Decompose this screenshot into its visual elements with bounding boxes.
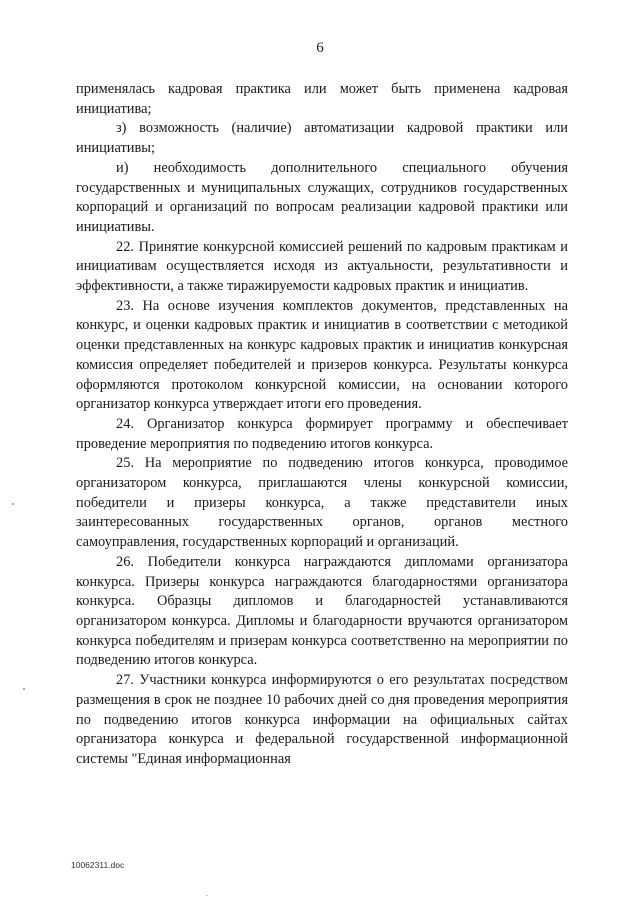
paragraph: применялась кадровая практика или может быть применена кадровая инициатива; [76, 81, 568, 117]
margin-speck [12, 503, 14, 505]
paragraph-clause-z: з) возможность (наличие) автоматизации кадровой практики или инициативы; [76, 120, 568, 157]
footer-filename: 10062311.doc [71, 860, 125, 870]
document-body [76, 80, 568, 770]
paragraph-clause-i: и) необходимость дополнительного специального обучения государственных и муниципальных служащих, сотрудников государственных корпораций и организаций по вопросам реализации кадровой практики или инициативы. [76, 159, 568, 235]
paragraph-24: 24. Организатор конкурса формирует программу и обеспечивает проведение мероприятия по подведению итогов конкурса. [76, 415, 568, 452]
paragraph-25: 25. На мероприятие по подведению итогов конкурса, проводимое организатором конкурса, приглашаются члены конкурсной комиссии, победители и призеры конкурса, а также представители иных заинтересованных государственных органов, органов местного самоуправления, государственных корпораций и организаций. [76, 455, 568, 551]
paragraph-26: 26. Победители конкурса награждаются дипломами организатора конкурса. Призеры конкурса награждаются благодарностями организатора конкурса. Образцы дипломов и благодарностей устанавливаются организатором конкурса. Дипломы и благодарности вручаются организатором конкурса победителям и призерам конкурса соответственно на мероприятии по подведению итогов конкурса. [76, 553, 568, 669]
paragraph-22: 22. Принятие конкурсной комиссией решений по кадровым практикам и инициативам осуществляется исходя из актуальности, результативности и эффективности, а также тиражируемости кадровых практик и инициатив. [76, 238, 568, 295]
paragraph-27: 27. Участники конкурса информируются о его результатах посредством размещения в срок не позднее 10 рабочих дней со дня проведения мероприятия по подведению итогов конкурса информации на официальных сайтах организатора конкурса и федеральной государственной информационной системы "Единая информационная [76, 672, 568, 767]
paragraph-23: 23. На основе изучения комплектов документов, представленных на конкурс, и оценки кадровых практик и инициатив в соответствии с методикой оценки представленных на конкурс кадровых практик и инициатив конкурсная комиссия определяет победителей и призеров конкурса. Результаты конкурса оформляются протоколом конкурсной комиссии, на основании которого организатор конкурса утверждает итоги его проведения. [76, 297, 568, 413]
margin-speck [23, 688, 25, 690]
footer-mark: . [206, 889, 209, 898]
page-number: 6 [316, 40, 324, 56]
